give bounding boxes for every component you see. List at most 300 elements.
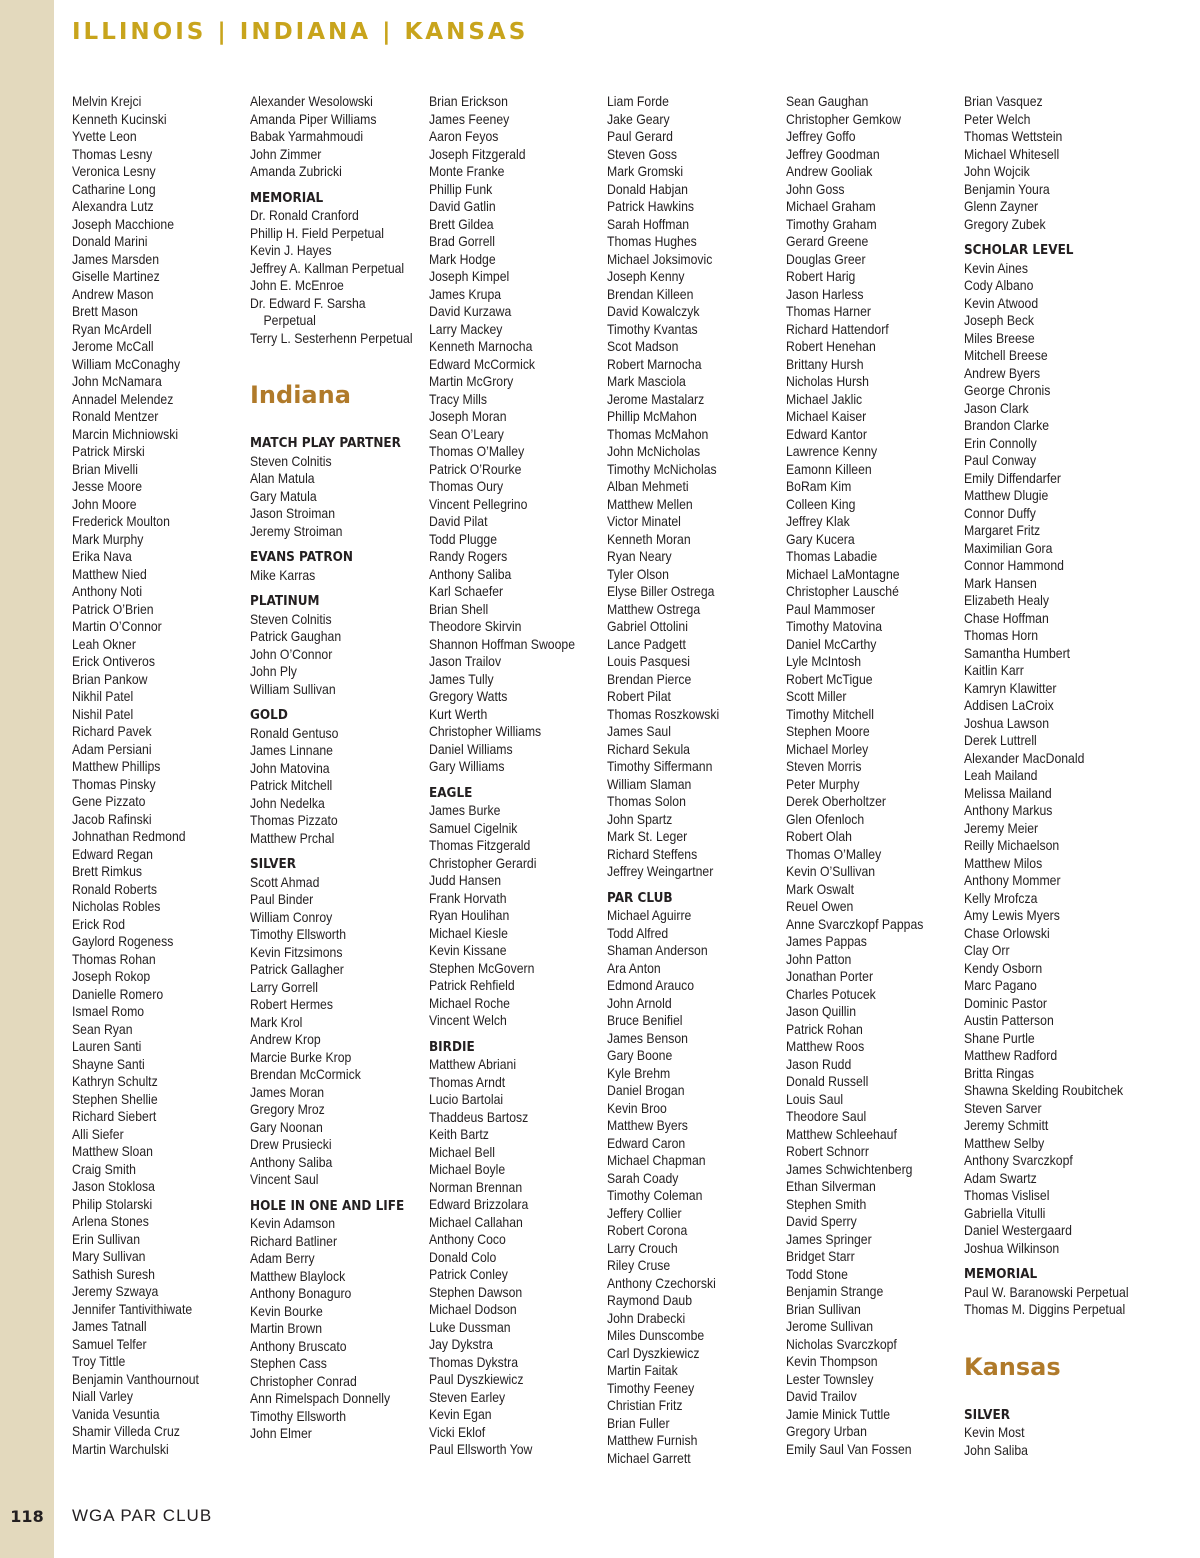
donor-name: Matthew Nied bbox=[72, 566, 147, 582]
donor-name: Patrick O’Rourke bbox=[429, 461, 522, 477]
donor-name: Thomas Hughes bbox=[607, 234, 697, 249]
donor-name: Thomas Arndt bbox=[429, 1074, 506, 1090]
donor-name: Yvette Leon bbox=[72, 129, 137, 144]
donor-name: Matthew Roos bbox=[786, 1039, 865, 1054]
donor-name: Thomas Oury bbox=[429, 479, 504, 494]
donor-name: James Marsden bbox=[72, 251, 160, 267]
donor-name: Gary Williams bbox=[429, 759, 505, 774]
donor-name: Stephen Moore bbox=[786, 724, 870, 739]
donor-name: Derek Luttrell bbox=[964, 733, 1037, 748]
donor-name: Jeremy Meier bbox=[964, 820, 1039, 836]
donor-name: Anthony Noti bbox=[72, 584, 143, 599]
donor-name: Perpetual bbox=[263, 313, 316, 328]
donor-name: Clay Orr bbox=[964, 943, 1010, 958]
donor-name: Jeffrey Weingartner bbox=[607, 864, 714, 879]
donor-name: Vicki Eklof bbox=[429, 1424, 486, 1440]
donor-name: Timothy Kvantas bbox=[607, 321, 698, 337]
donor-name: John Goss bbox=[786, 181, 845, 197]
donor-name: Marcin Michniowski bbox=[72, 426, 179, 442]
donor-name: Louis Saul bbox=[786, 1091, 844, 1107]
section-heading: PLATINUM bbox=[250, 594, 320, 609]
donor-name: Jeffery Collier bbox=[607, 1205, 682, 1221]
donor-name: Thomas Roszkowski bbox=[607, 706, 720, 722]
donor-name: Patrick Gaughan bbox=[250, 629, 342, 644]
donor-name: Dr. Edward F. Sarsha bbox=[250, 295, 366, 311]
donor-name: David Kurzawa bbox=[429, 304, 512, 319]
donor-name: Veronica Lesny bbox=[72, 164, 156, 179]
donor-name: Norman Brennan bbox=[429, 1179, 523, 1195]
donor-name: Paul Binder bbox=[250, 892, 314, 907]
donor-name: Brad Gorrell bbox=[429, 234, 495, 249]
donor-name: Frederick Moulton bbox=[72, 514, 170, 529]
donor-name: Niall Varley bbox=[72, 1389, 133, 1404]
donor-name: Steven Colnitis bbox=[250, 453, 332, 469]
donor-name: John Nedelka bbox=[250, 795, 325, 811]
donor-name: James Tully bbox=[429, 671, 494, 687]
donor-name: Kevin Egan bbox=[429, 1407, 492, 1422]
donor-name: Stephen McGovern bbox=[429, 960, 535, 976]
donor-name: Brendan Killeen bbox=[607, 286, 694, 302]
donor-name: Andrew Byers bbox=[964, 365, 1041, 381]
donor-name: Annadel Melendez bbox=[72, 391, 174, 407]
donor-name: Timothy McNicholas bbox=[607, 461, 717, 477]
donor-name: Timothy Siffermann bbox=[607, 759, 713, 774]
donor-name: Glen Ofenloch bbox=[786, 811, 865, 827]
donor-name: Anthony Mommer bbox=[964, 873, 1061, 888]
donor-name: Scott Miller bbox=[786, 689, 847, 704]
donor-name: Babak Yarmahmoudi bbox=[250, 129, 364, 144]
donor-name: Austin Patterson bbox=[964, 1013, 1054, 1028]
donor-name: Sean O’Leary bbox=[429, 426, 504, 442]
donor-name: James Benson bbox=[607, 1030, 688, 1046]
donor-name: Frank Horvath bbox=[429, 890, 507, 906]
donor-name: Mark Murphy bbox=[72, 531, 144, 547]
donor-name: Shamir Villeda Cruz bbox=[72, 1424, 180, 1439]
donor-name: Todd Plugge bbox=[429, 531, 498, 547]
donor-name: Thomas Rohan bbox=[72, 951, 156, 967]
donor-name: Derek Oberholtzer bbox=[786, 794, 886, 809]
donor-name: Melissa Mailand bbox=[964, 785, 1052, 801]
donor-name: Daniel McCarthy bbox=[786, 636, 877, 652]
donor-name: Thomas Harner bbox=[786, 304, 871, 319]
donor-name: Bruce Benifiel bbox=[607, 1013, 683, 1028]
donor-name: Nishil Patel bbox=[72, 706, 134, 722]
donor-name: John Elmer bbox=[250, 1426, 312, 1441]
donor-name: Scot Madson bbox=[607, 339, 679, 354]
donor-name: BoRam Kim bbox=[786, 479, 852, 494]
donor-name: Matthew Phillips bbox=[72, 759, 161, 774]
donor-name: Maximilian Gora bbox=[964, 540, 1053, 556]
donor-name: Robert Marnocha bbox=[607, 356, 702, 372]
donor-name: David Sperry bbox=[786, 1214, 857, 1229]
donor-name: Brian Pankow bbox=[72, 671, 148, 687]
donor-name: Edward McCormick bbox=[429, 356, 536, 372]
donor-name: Jamie Minick Tuttle bbox=[786, 1406, 891, 1422]
donor-name: Brian Shell bbox=[429, 601, 489, 617]
donor-name: Nicholas Hursh bbox=[786, 374, 869, 389]
donor-name: Kevin Fitzsimons bbox=[250, 944, 343, 960]
donor-name: Matthew Radford bbox=[964, 1048, 1058, 1063]
donor-name: John Arnold bbox=[607, 995, 672, 1011]
donor-name: Anthony Coco bbox=[429, 1232, 506, 1247]
donor-name: Stephen Cass bbox=[250, 1356, 327, 1371]
donor-name: Theodore Saul bbox=[786, 1109, 867, 1124]
donor-name: Leah Okner bbox=[72, 636, 136, 652]
donor-name: Alban Mehmeti bbox=[607, 479, 689, 494]
donor-name: Vanida Vesuntia bbox=[72, 1406, 160, 1422]
donor-name: Shayne Santi bbox=[72, 1056, 145, 1072]
donor-name: Johnathan Redmond bbox=[72, 829, 186, 844]
donor-name: Patrick Rohan bbox=[786, 1021, 863, 1037]
donor-name: Mark Masciola bbox=[607, 374, 686, 389]
donor-name: Gary Matula bbox=[250, 488, 317, 504]
donor-name: Gabriella Vitulli bbox=[964, 1205, 1046, 1221]
donor-name: Jeffrey A. Kallman Perpetual bbox=[250, 260, 405, 276]
donor-name: Michael LaMontagne bbox=[786, 566, 900, 582]
donor-name: Gene Pizzato bbox=[72, 794, 146, 809]
donor-name: Richard Siebert bbox=[72, 1109, 157, 1124]
donor-name: Robert Olah bbox=[786, 829, 852, 844]
donor-name: Karl Schaefer bbox=[429, 584, 504, 599]
donor-name: Brett Rimkus bbox=[72, 864, 143, 879]
donor-name: Paul Gerard bbox=[607, 129, 673, 144]
donor-name: Mark Krol bbox=[250, 1014, 303, 1030]
donor-name: Ronald Roberts bbox=[72, 881, 158, 897]
donor-name: Robert Pilat bbox=[607, 689, 671, 704]
donor-name: Joseph Kenny bbox=[607, 269, 685, 284]
donor-name: Matthew Ostrega bbox=[607, 601, 701, 617]
page-header-title: ILLINOIS | INDIANA | KANSAS bbox=[72, 19, 529, 45]
donor-name: Paul Dyszkiewicz bbox=[429, 1372, 524, 1387]
section-heading: EVANS PATRON bbox=[250, 550, 353, 565]
donor-name: Jeremy Schmitt bbox=[964, 1118, 1049, 1133]
donor-name: Matthew Abriani bbox=[429, 1057, 517, 1072]
donor-name: Robert Henehan bbox=[786, 339, 876, 354]
donor-name: Tracy Mills bbox=[429, 391, 487, 407]
donor-name: Peter Welch bbox=[964, 111, 1031, 127]
donor-name: Edward Caron bbox=[607, 1135, 686, 1151]
donor-name: Joshua Wilkinson bbox=[964, 1240, 1060, 1256]
donor-name: Matthew Sloan bbox=[72, 1144, 153, 1159]
donor-name: Kyle Brehm bbox=[607, 1065, 671, 1081]
donor-name: Liam Forde bbox=[607, 94, 669, 109]
donor-name: Michael Aguirre bbox=[607, 908, 692, 923]
donor-name: William McConaghy bbox=[72, 356, 181, 372]
donor-name: Emily Diffendarfer bbox=[964, 470, 1062, 486]
donor-name: Brittany Hursh bbox=[786, 356, 864, 372]
donor-name: Mark St. Leger bbox=[607, 829, 688, 844]
donor-name: Jay Dykstra bbox=[429, 1337, 493, 1352]
donor-name: Thomas Labadie bbox=[786, 549, 878, 564]
donor-name: Kevin Adamson bbox=[250, 1216, 336, 1231]
donor-name: Miles Breese bbox=[964, 330, 1035, 346]
donor-name: James Linnane bbox=[250, 743, 333, 758]
donor-name: Matthew Selby bbox=[964, 1135, 1045, 1151]
donor-name: Brett Mason bbox=[72, 304, 138, 319]
donor-name: Paul Ellsworth Yow bbox=[429, 1442, 533, 1457]
donor-name: Kevin Kissane bbox=[429, 943, 507, 958]
donor-name: Connor Hammond bbox=[964, 558, 1064, 573]
donor-name: Monte Franke bbox=[429, 164, 505, 179]
donor-column-4 bbox=[607, 93, 785, 1467]
donor-name: Anthony Czechorski bbox=[607, 1275, 716, 1291]
donor-name: Randy Rogers bbox=[429, 549, 508, 564]
donor-name: Thomas O’Malley bbox=[429, 444, 525, 459]
donor-name: Patrick O’Brien bbox=[72, 601, 154, 617]
donor-column-6 bbox=[964, 93, 1142, 1459]
donor-name: Kathryn Schultz bbox=[72, 1074, 158, 1089]
donor-name: Martin Warchulski bbox=[72, 1441, 169, 1457]
donor-name: Kenneth Kucinski bbox=[72, 111, 167, 127]
donor-name: Keith Bartz bbox=[429, 1127, 489, 1142]
donor-name: Vincent Welch bbox=[429, 1013, 507, 1028]
donor-name: Kevin Aines bbox=[964, 260, 1028, 276]
donor-name: Michael Joksimovic bbox=[607, 251, 713, 267]
donor-name: Thomas Wettstein bbox=[964, 129, 1063, 144]
donor-name: Lauren Santi bbox=[72, 1039, 142, 1054]
donor-name: Anthony Bonaguro bbox=[250, 1286, 352, 1301]
donor-column-2 bbox=[250, 93, 428, 1443]
donor-name: Larry Mackey bbox=[429, 321, 503, 337]
donor-name: Jeremy Stroiman bbox=[250, 523, 343, 539]
donor-name: Matthew Byers bbox=[607, 1118, 688, 1133]
donor-name: Carl Dyszkiewicz bbox=[607, 1345, 700, 1361]
donor-name: Samuel Telfer bbox=[72, 1336, 147, 1352]
donor-name: Melvin Krejci bbox=[72, 94, 142, 109]
donor-name: Benjamin Vanthournout bbox=[72, 1371, 199, 1387]
donor-name: Thomas Pinsky bbox=[72, 776, 156, 792]
donor-name: Thomas Horn bbox=[964, 628, 1039, 643]
donor-name: Thomas Dykstra bbox=[429, 1354, 519, 1370]
donor-name: Amanda Piper Williams bbox=[250, 111, 377, 127]
donor-name: Glenn Zayner bbox=[964, 199, 1039, 214]
donor-name: Steven Morris bbox=[786, 759, 862, 774]
donor-name: Adam Persiani bbox=[72, 741, 152, 757]
donor-name: Aaron Feyos bbox=[429, 129, 499, 144]
donor-name: Thaddeus Bartosz bbox=[429, 1109, 529, 1125]
footer-label: WGA PAR CLUB bbox=[72, 1506, 213, 1525]
donor-name: Timothy Graham bbox=[786, 216, 877, 232]
donor-name: Christopher Gemkow bbox=[786, 111, 901, 127]
donor-name: Nikhil Patel bbox=[72, 689, 134, 704]
donor-name: Todd Alfred bbox=[607, 925, 669, 941]
donor-name: John Matovina bbox=[250, 760, 330, 776]
donor-name: Terry L. Sesterhenn Perpetual bbox=[250, 330, 413, 346]
donor-name: Phillip Funk bbox=[429, 181, 493, 197]
donor-name: John O’Connor bbox=[250, 646, 333, 662]
donor-name: Jason Stoklosa bbox=[72, 1179, 155, 1194]
donor-name: Brian Mivelli bbox=[72, 461, 138, 477]
donor-name: Vincent Pellegrino bbox=[429, 496, 528, 512]
donor-name: Stephen Dawson bbox=[429, 1284, 523, 1300]
donor-name: Gabriel Ottolini bbox=[607, 619, 688, 634]
donor-name: Mark Hodge bbox=[429, 251, 496, 267]
section-heading: MEMORIAL bbox=[964, 1267, 1038, 1282]
donor-name: Brett Gildea bbox=[429, 216, 494, 232]
donor-name: Jason Stroiman bbox=[250, 506, 336, 521]
donor-name: Paul W. Baranowski Perpetual bbox=[964, 1284, 1129, 1300]
donor-name: Jerome Sullivan bbox=[786, 1319, 874, 1334]
donor-name: Donald Habjan bbox=[607, 181, 688, 197]
donor-name: Ronald Gentuso bbox=[250, 725, 339, 741]
donor-name: Nicholas Robles bbox=[72, 899, 161, 914]
donor-name: James Schwichtenberg bbox=[786, 1161, 913, 1177]
donor-name: Richard Hattendorf bbox=[786, 321, 889, 337]
donor-name: Shannon Hoffman Swoope bbox=[429, 636, 576, 652]
page-sidebar-strip bbox=[0, 0, 54, 1558]
donor-name: Jerome Mastalarz bbox=[607, 391, 705, 407]
donor-name: Dr. Ronald Cranford bbox=[250, 208, 359, 223]
donor-name: Douglas Greer bbox=[786, 251, 866, 267]
donor-name: Bridget Starr bbox=[786, 1249, 855, 1264]
donor-name: Riley Cruse bbox=[607, 1258, 671, 1273]
donor-name: John Patton bbox=[786, 951, 852, 967]
donor-name: Paul Mammoser bbox=[786, 601, 876, 617]
donor-name: Michael Whitesell bbox=[964, 146, 1060, 162]
donor-name: Edward Brizzolara bbox=[429, 1197, 529, 1212]
donor-name: Elizabeth Healy bbox=[964, 593, 1050, 608]
donor-name: Gary Kucera bbox=[786, 531, 855, 547]
donor-name: Phillip H. Field Perpetual bbox=[250, 225, 384, 241]
donor-name: Christopher Williams bbox=[429, 724, 542, 739]
donor-name: John Zimmer bbox=[250, 146, 322, 162]
donor-name: Ara Anton bbox=[607, 960, 661, 976]
donor-name: Brandon Clarke bbox=[964, 418, 1050, 433]
donor-name: Timothy Coleman bbox=[607, 1188, 703, 1203]
donor-name: Michael Bell bbox=[429, 1144, 495, 1160]
donor-name: Brian Vasquez bbox=[964, 94, 1043, 109]
donor-column-3 bbox=[429, 93, 607, 1459]
donor-name: Andrew Krop bbox=[250, 1032, 321, 1047]
donor-name: Mark Hansen bbox=[964, 575, 1037, 591]
donor-name: Erick Rod bbox=[72, 916, 126, 932]
donor-name: Giselle Martinez bbox=[72, 269, 160, 284]
donor-name: Adam Swartz bbox=[964, 1170, 1037, 1186]
donor-name: Scott Ahmad bbox=[250, 874, 320, 890]
donor-name: Reilly Michaelson bbox=[964, 838, 1060, 853]
donor-name: Kurt Werth bbox=[429, 706, 488, 722]
donor-name: Brendan Pierce bbox=[607, 671, 692, 687]
donor-name: Shawna Skelding Roubitchek bbox=[964, 1083, 1124, 1098]
donor-name: Colleen King bbox=[786, 496, 856, 512]
donor-name: Jesse Moore bbox=[72, 479, 143, 494]
donor-name: Matthew Schleehauf bbox=[786, 1126, 897, 1142]
donor-name: Anthony Markus bbox=[964, 803, 1053, 818]
donor-name: Patrick Mitchell bbox=[250, 778, 333, 793]
donor-name: James Pappas bbox=[786, 934, 867, 949]
donor-name: Philip Stolarski bbox=[72, 1196, 153, 1212]
donor-name: Cody Albano bbox=[964, 278, 1034, 293]
donor-name: Kaitlin Karr bbox=[964, 663, 1024, 678]
donor-name: Matthew Prchal bbox=[250, 830, 335, 846]
donor-name: Jason Trailov bbox=[429, 654, 502, 669]
donor-name: Joseph Moran bbox=[429, 409, 507, 424]
donor-name: Anthony Bruscato bbox=[250, 1338, 347, 1354]
donor-name: Kenneth Moran bbox=[607, 531, 691, 547]
donor-name: William Sullivan bbox=[250, 681, 336, 697]
section-heading: SCHOLAR LEVEL bbox=[964, 243, 1074, 258]
donor-name: Steven Goss bbox=[607, 146, 678, 162]
donor-name: Ismael Romo bbox=[72, 1004, 145, 1019]
donor-name: William Slaman bbox=[607, 776, 692, 792]
donor-name: Mark Oswalt bbox=[786, 881, 854, 897]
donor-name: Edward Kantor bbox=[786, 426, 867, 442]
donor-name: Kevin J. Hayes bbox=[250, 243, 332, 258]
donor-name: Benjamin Strange bbox=[786, 1284, 884, 1299]
donor-name: John Moore bbox=[72, 496, 137, 512]
donor-name: Thomas Vislisel bbox=[964, 1188, 1050, 1203]
donor-name: Connor Duffy bbox=[964, 505, 1036, 521]
donor-name: John McNicholas bbox=[607, 444, 701, 459]
donor-name: Jason Quillin bbox=[786, 1004, 857, 1019]
donor-name: Matthew Blaylock bbox=[250, 1268, 346, 1284]
donor-name: Erin Sullivan bbox=[72, 1231, 141, 1247]
donor-name: Christopher Conrad bbox=[250, 1373, 357, 1389]
donor-name: Nicholas Svarczkopf bbox=[786, 1336, 897, 1352]
donor-name: Samuel Cigelnik bbox=[429, 820, 518, 836]
donor-name: Donald Marini bbox=[72, 234, 148, 249]
donor-name: Kevin Bourke bbox=[250, 1303, 323, 1319]
donor-name: Ryan McArdell bbox=[72, 321, 152, 337]
donor-name: Thomas M. Diggins Perpetual bbox=[964, 1302, 1126, 1317]
donor-name: Christian Fritz bbox=[607, 1398, 683, 1413]
donor-name: Marc Pagano bbox=[964, 978, 1037, 993]
donor-name: Peter Murphy bbox=[786, 776, 860, 792]
donor-name: Marcie Burke Krop bbox=[250, 1049, 352, 1065]
donor-name: Ann Rimelspach Donnelly bbox=[250, 1391, 391, 1406]
state-heading: Kansas bbox=[964, 1352, 1061, 1381]
donor-name: Michael Dodson bbox=[429, 1302, 517, 1317]
donor-name: Gregory Watts bbox=[429, 689, 508, 704]
donor-name: Matthew Dlugie bbox=[964, 488, 1049, 503]
donor-name: James Burke bbox=[429, 803, 501, 818]
donor-name: Patrick Hawkins bbox=[607, 199, 695, 214]
donor-name: Martin O’Connor bbox=[72, 619, 162, 634]
donor-name: Lucio Bartolai bbox=[429, 1092, 504, 1107]
donor-name: Michael Kiesle bbox=[429, 925, 508, 941]
donor-name: John Ply bbox=[250, 664, 297, 679]
donor-name: Troy Tittle bbox=[72, 1354, 126, 1369]
donor-name: David Gatlin bbox=[429, 199, 496, 214]
donor-name: John McNamara bbox=[72, 374, 162, 389]
donor-name: Timothy Ellsworth bbox=[250, 1408, 347, 1424]
donor-name: Jonathan Porter bbox=[786, 969, 874, 984]
donor-name: Robert Schnorr bbox=[786, 1144, 869, 1159]
donor-name: Gaylord Rogeness bbox=[72, 934, 174, 949]
donor-name: Robert McTigue bbox=[786, 671, 873, 687]
donor-name: Stephen Smith bbox=[786, 1196, 867, 1212]
donor-name: Thomas McMahon bbox=[607, 426, 709, 442]
donor-name: Luke Dussman bbox=[429, 1319, 511, 1335]
donor-name: Richard Sekula bbox=[607, 741, 690, 757]
donor-name: Thomas Solon bbox=[607, 794, 686, 809]
donor-name: Vincent Saul bbox=[250, 1172, 319, 1187]
donor-name: James Springer bbox=[786, 1231, 872, 1247]
donor-name: Kevin Most bbox=[964, 1425, 1025, 1440]
donor-name: William Conroy bbox=[250, 909, 333, 925]
donor-column-1 bbox=[72, 93, 250, 1458]
donor-name: Larry Crouch bbox=[607, 1240, 678, 1256]
donor-name: Steven Sarver bbox=[964, 1100, 1042, 1116]
donor-name: David Trailov bbox=[786, 1389, 857, 1404]
donor-name: Timothy Mitchell bbox=[786, 706, 874, 722]
section-heading: PAR CLUB bbox=[607, 890, 673, 906]
donor-name: Alan Matula bbox=[250, 471, 315, 486]
donor-name: Chase Hoffman bbox=[964, 610, 1049, 626]
donor-name: Alexandra Lutz bbox=[72, 199, 154, 214]
section-heading: SILVER bbox=[250, 857, 297, 872]
donor-name: Kevin Broo bbox=[607, 1100, 667, 1116]
